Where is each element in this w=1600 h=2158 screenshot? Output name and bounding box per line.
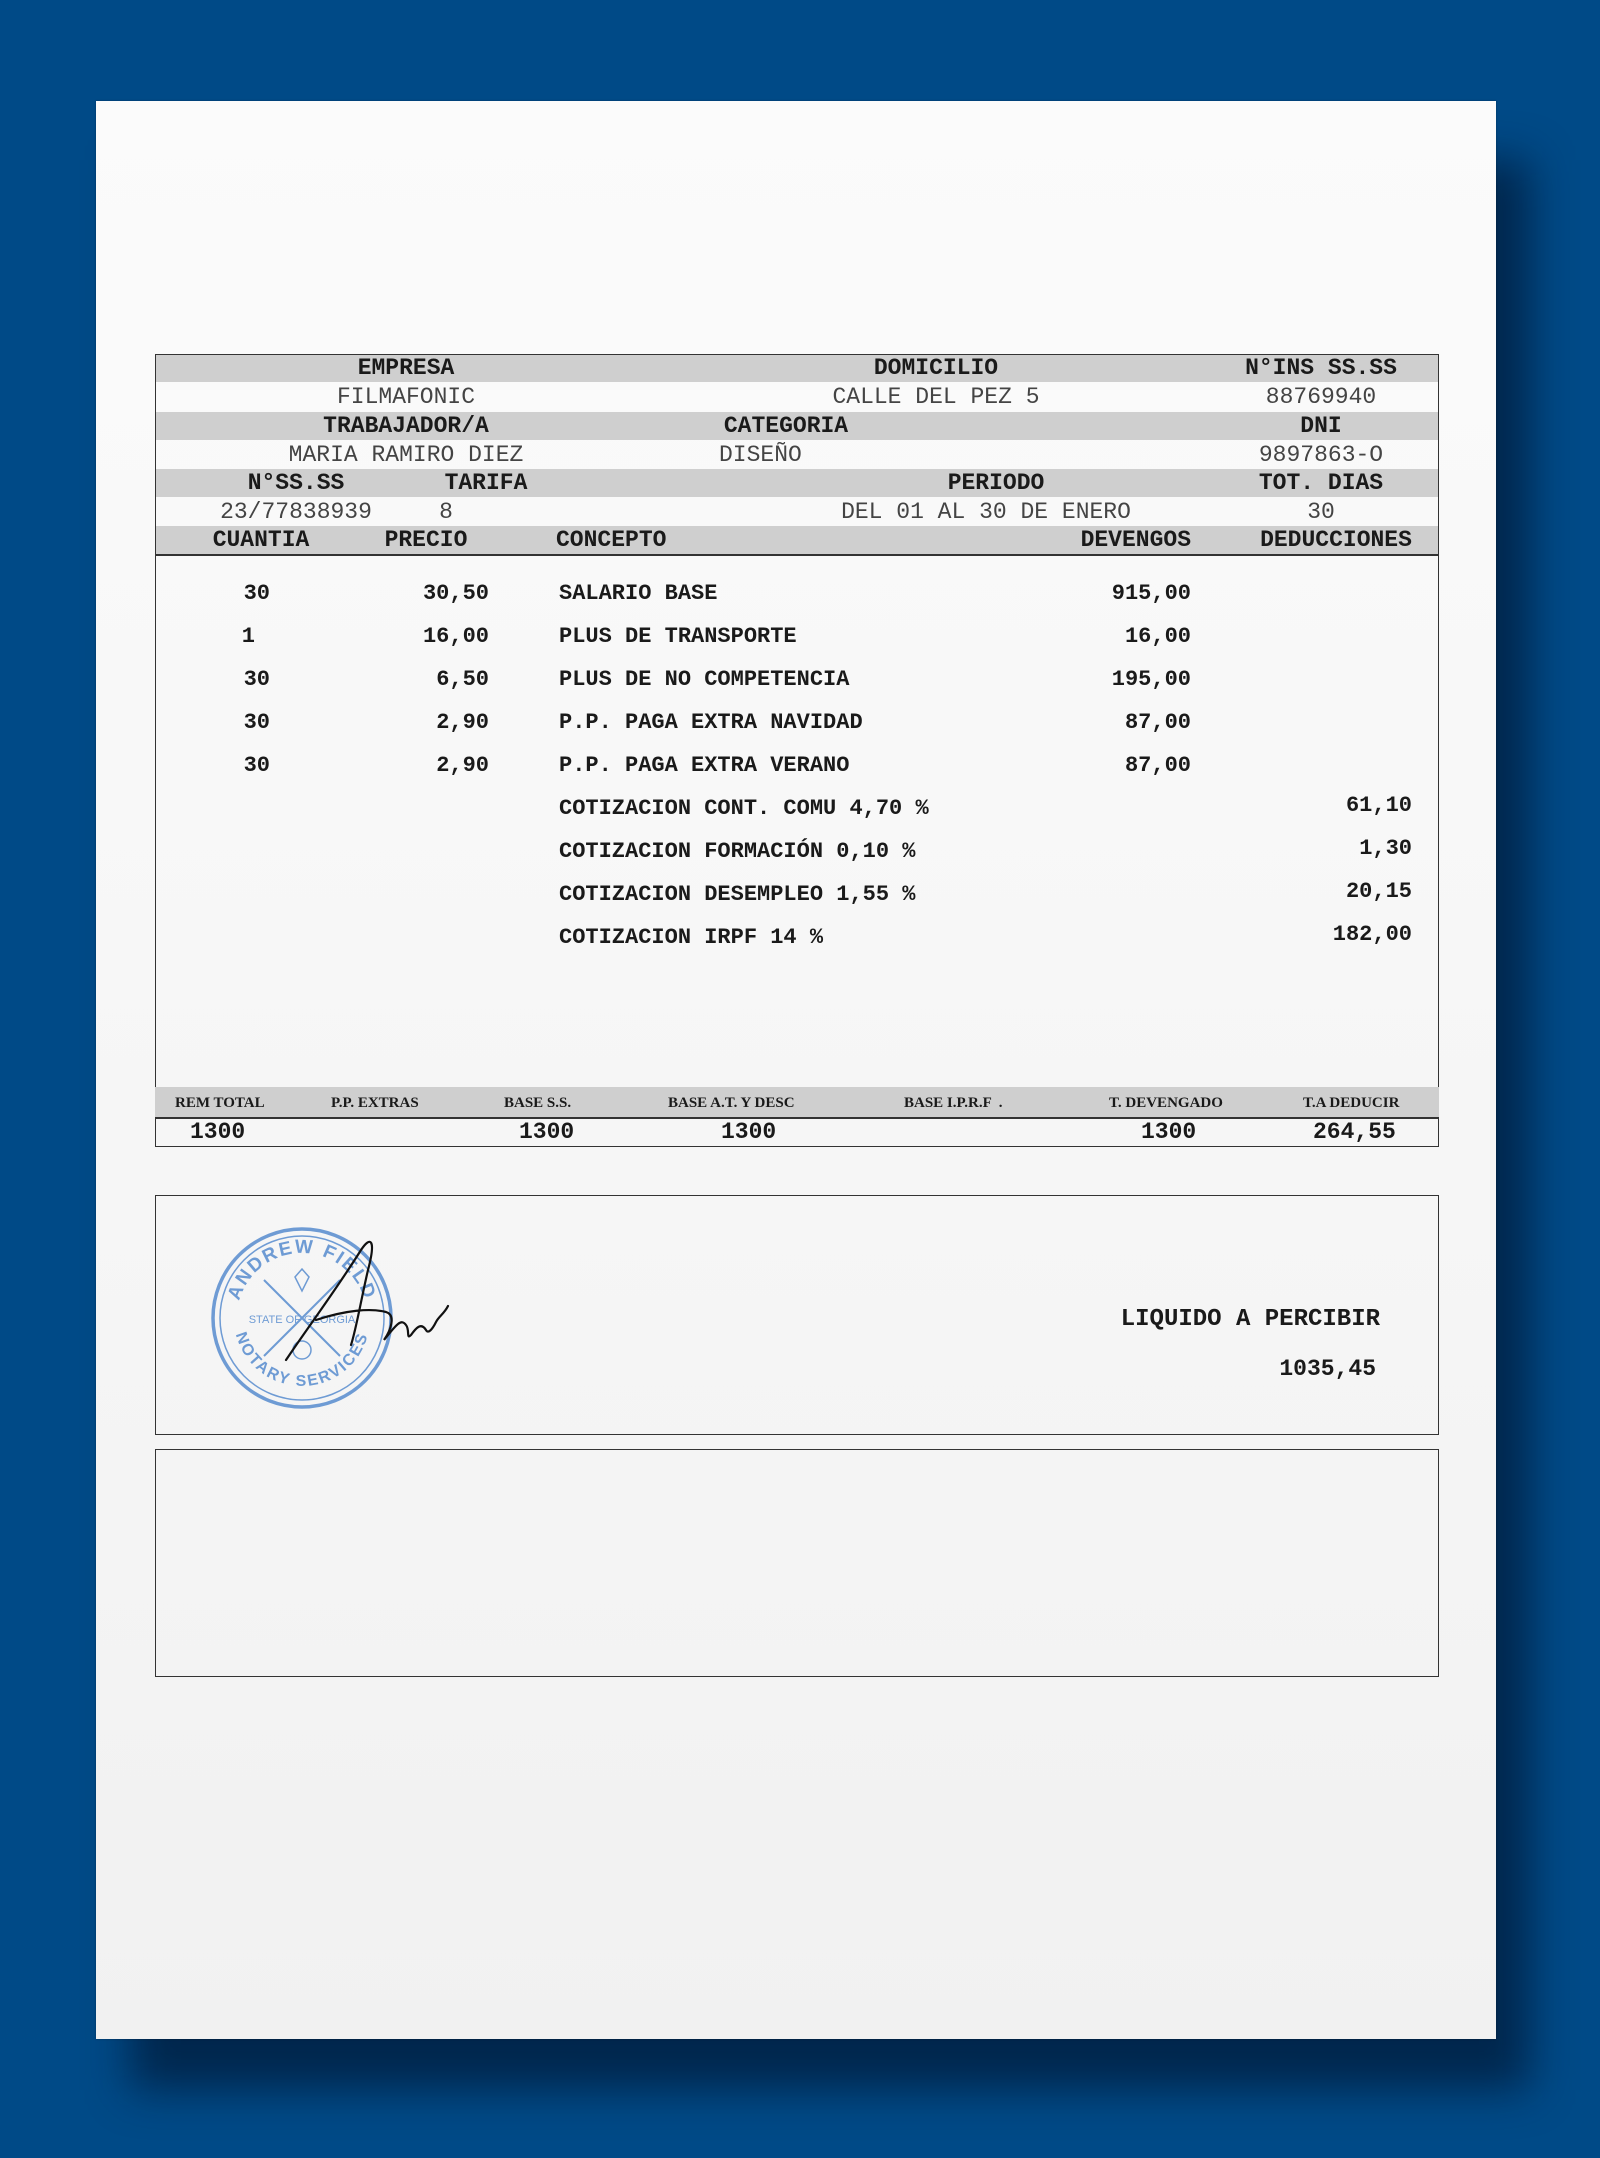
payslip-document [96,101,1496,2039]
summary-value-t-deducir: 264,55 [1313,1119,1396,1145]
line-cuantia: 30 [243,753,270,778]
line-concepto: SALARIO BASE [559,581,718,606]
summary-label: T. DEVENGADO [1109,1095,1223,1111]
categoria-label: CATEGORIA [723,413,849,439]
line-concepto: COTIZACION FORMACIÓN 0,10 % [559,839,916,864]
summary-value-base-at: 1300 [721,1119,777,1145]
domicilio-value: CALLE DEL PEZ 5 [832,384,1040,410]
summary-label: BASE A.T. Y DESC [668,1095,795,1111]
line-devengo: 195,00 [1111,667,1191,692]
line-cuantia: 30 [243,581,270,606]
tarifa-label: TARIFA [444,470,528,496]
line-devengo: 915,00 [1111,581,1191,606]
dni-label: DNI [1300,413,1342,439]
svg-text:NOTARY SERVICES: NOTARY SERVICES [231,1329,373,1391]
trabajador-label: TRABAJADOR/A [323,413,489,439]
line-devengo: 87,00 [1124,753,1191,778]
summary-label: BASE I.P.R.F . [904,1095,1003,1111]
col-cuantia: CUANTIA [212,527,310,553]
summary-label: T.A DEDUCIR [1303,1095,1400,1111]
line-devengo: 16,00 [1124,624,1191,649]
line-cuantia: 30 [243,667,270,692]
line-precio: 6,50 [436,667,489,692]
line-concepto: P.P. PAGA EXTRA VERANO [559,753,850,778]
col-precio: PRECIO [384,527,468,553]
line-deduccion: 1,30 [1359,836,1412,861]
summary-value-base-ss: 1300 [519,1119,575,1145]
line-devengo: 87,00 [1124,710,1191,735]
col-deducciones: DEDUCCIONES [1260,527,1412,553]
line-deduccion: 182,00 [1332,922,1412,947]
liquido-label: LIQUIDO A PERCIBIR [1120,1306,1380,1333]
categoria-value: DISEÑO [719,442,802,468]
summary-value-t-devengado: 1300 [1141,1119,1197,1145]
line-precio: 2,90 [436,753,489,778]
summary-value-rem-total: 1300 [190,1119,246,1145]
periodo-label: PERIODO [947,470,1045,496]
line-concepto: P.P. PAGA EXTRA NAVIDAD [559,710,863,735]
line-concepto: COTIZACION CONT. COMU 4,70 % [559,796,929,821]
summary-label: REM TOTAL [175,1095,265,1111]
column-header-divider [155,554,1439,556]
line-deduccion: 20,15 [1345,879,1412,904]
trabajador-value: MARIA RAMIRO DIEZ [288,442,524,468]
line-precio: 30,50 [422,581,489,606]
domicilio-label: DOMICILIO [873,355,999,381]
line-concepto: COTIZACION DESEMPLEO 1,55 % [559,882,916,907]
empresa-label: EMPRESA [357,355,455,381]
empresa-value: FILMAFONIC [336,384,476,410]
col-concepto: CONCEPTO [556,527,667,553]
line-precio: 16,00 [422,624,489,649]
line-deduccion: 61,10 [1345,793,1412,818]
totdias-label: TOT. DIAS [1258,470,1384,496]
summary-label: BASE S.S. [504,1095,572,1111]
line-cuantia: 1 [241,624,255,649]
empty-box [155,1449,1439,1677]
dni-value: 9897863-O [1258,442,1384,468]
summary-divider [155,1117,1439,1119]
liquido-value: 1035,45 [1279,1356,1376,1382]
svg-text:STATE OF GEORGIA: STATE OF GEORGIA [248,1314,356,1326]
line-items [155,571,1439,1011]
nss-value: 23/77838939 [220,499,372,525]
liquido-box [155,1195,1439,1435]
periodo-value: DEL 01 AL 30 DE ENERO [841,499,1131,525]
nss-label: N°SS.SS [247,470,345,496]
nins-label: N°INS SS.SS [1245,355,1397,381]
line-concepto: PLUS DE NO COMPETENCIA [559,667,850,692]
svg-text:ANDREW FIELD: ANDREW FIELD [223,1236,381,1303]
line-cuantia: 30 [243,710,270,735]
nins-value: 88769940 [1265,384,1377,410]
line-concepto: PLUS DE TRANSPORTE [559,624,797,649]
tarifa-value: 8 [439,499,453,525]
totdias-value: 30 [1307,499,1335,525]
col-devengos: DEVENGOS [1080,527,1191,553]
signature [276,1230,456,1380]
summary-label: P.P. EXTRAS [331,1095,419,1111]
line-concepto: COTIZACION IRPF 14 % [559,925,824,950]
line-precio: 2,90 [436,710,489,735]
